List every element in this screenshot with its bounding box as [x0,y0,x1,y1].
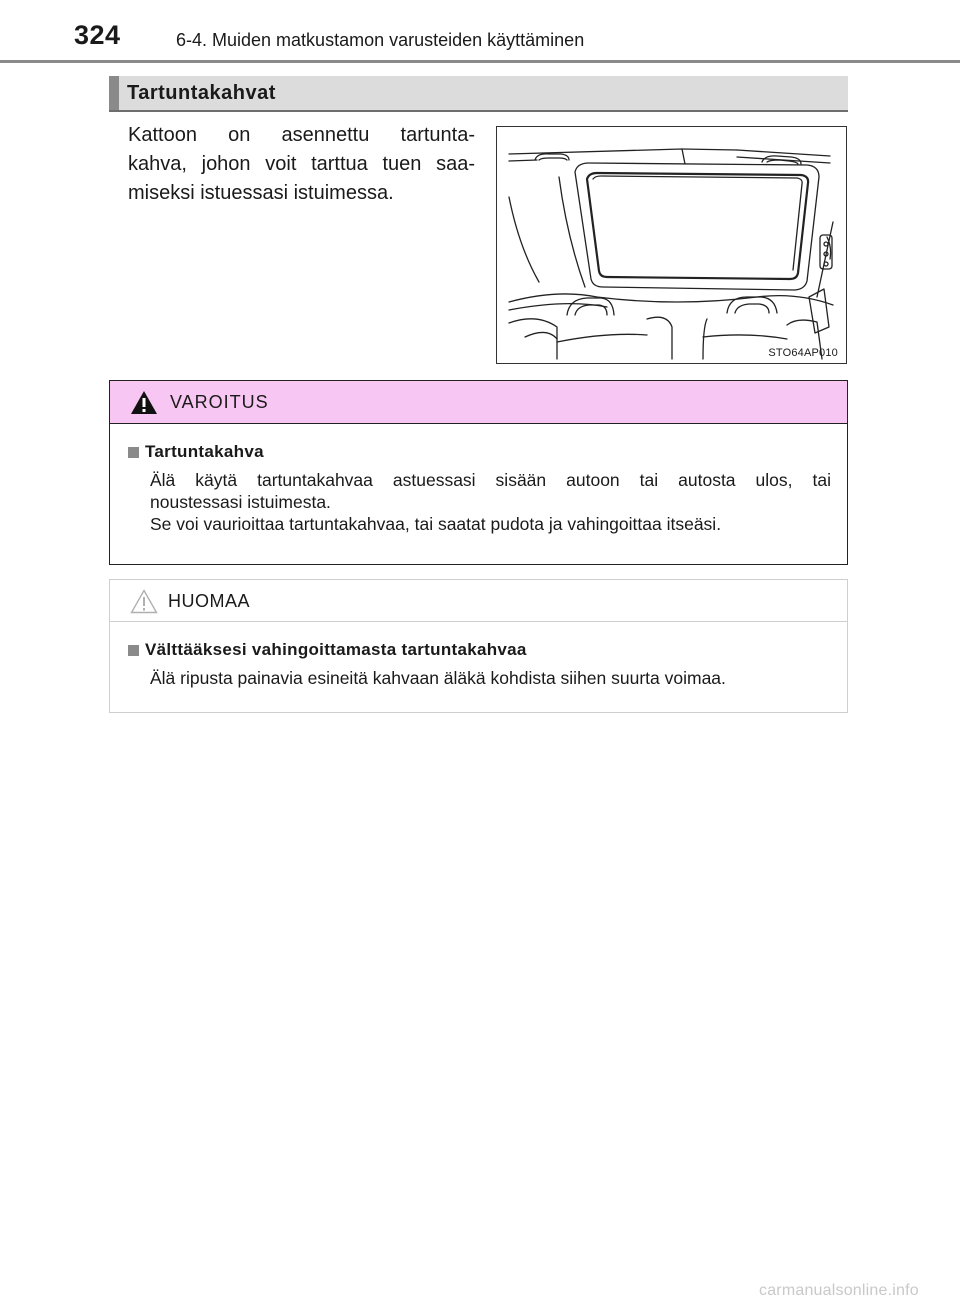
warning-item-title: Tartuntakahva [145,442,264,461]
intro-line-2: kahva, johon voit tarttua tuen saa- [128,153,475,175]
warning-text [150,469,831,535]
warning-text-line-2: noustessasi istuimesta. [150,492,331,512]
warning-body [110,424,847,535]
section-accent [109,76,119,110]
page-number: 324 [74,20,121,50]
grab-handle-figure [496,126,847,364]
notice-item-heading [128,640,831,660]
notice-body [110,622,847,689]
intro-line-1: Kattoon on asennettu tartunta- [128,124,475,146]
ceiling-grab-handle-illustration [497,127,846,363]
warning-label: VAROITUS [170,392,269,412]
square-bullet-icon [128,447,139,458]
intro-line-3: miseksi istuessasi istuimessa. [128,182,394,204]
warning-triangle-icon [130,390,158,415]
notice-box [109,579,848,713]
warning-header [110,381,847,424]
figure-code: STO64AP010 [768,347,838,359]
warning-item-heading [128,442,831,462]
square-bullet-icon [128,645,139,656]
section-heading-bar [109,76,848,112]
warning-text-line-3: Se voi vaurioittaa tartuntakahvaa, tai saatat pudota ja vahingoittaa itseäsi. [150,514,722,534]
caution-outline-triangle-icon [130,589,158,614]
notice-label: HUOMAA [168,591,251,611]
notice-header [110,580,847,622]
intro-paragraph [128,121,475,208]
chapter-title: 6-4. Muiden matkustamon varusteiden käyttäminen [176,30,585,50]
section-title: Tartuntakahvat [127,82,276,104]
notice-item-title: Välttääksesi vahingoittamasta tartuntakahvaa [145,640,527,659]
warning-box [109,380,848,565]
notice-text: Älä ripusta painavia esineitä kahvaan äläkä kohdista siihen suurta voimaa. [150,668,726,688]
warning-text-line-1: Älä käytä tartuntakahvaa astuessasi sisään autoon tai autosta ulos, tai [150,470,831,490]
watermark: carmanualsonline.info [759,1282,919,1299]
header-rule [0,60,960,63]
